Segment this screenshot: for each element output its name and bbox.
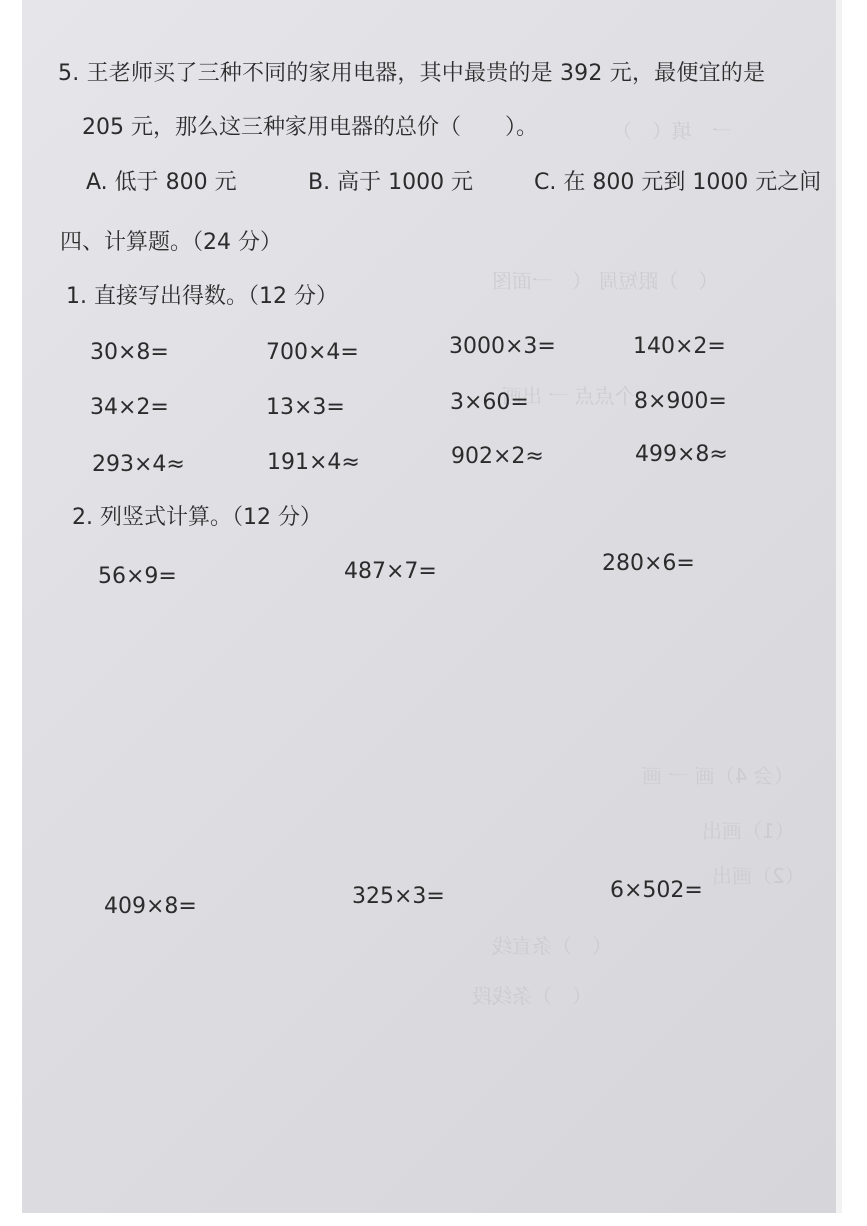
question-5-line-2: 205 元，那么这三种家用电器的总价（ ）。 [82, 115, 538, 140]
vertical-calc-item: 409×8= [104, 894, 197, 919]
oral-calc-item: 700×4= [266, 340, 359, 365]
oral-calc-item: 34×2= [90, 395, 169, 420]
oral-calc-item: 3000×3= [449, 334, 556, 359]
oral-calc-item: 8×900= [634, 389, 727, 414]
oral-calc-item: 3×60= [450, 390, 529, 415]
section-4-title: 四、计算题。（24 分） [60, 230, 282, 255]
oral-calc-item: 140×2= [633, 334, 726, 359]
page-edge [836, 0, 842, 1213]
bleed-through-mark: （ ）条直线 [492, 934, 612, 958]
oral-calc-item: 13×3= [266, 395, 345, 420]
part-1-title: 1. 直接写出得数。（12 分） [66, 284, 338, 309]
vertical-calc-item: 280×6= [602, 551, 695, 576]
option-c: C. 在 800 元到 1000 元之间 [534, 170, 822, 195]
question-5-line-1: 5. 王老师买了三种不同的家用电器，其中最贵的是 392 元，最便宜的是 [58, 61, 766, 86]
oral-calc-item: 293×4≈ [92, 452, 185, 477]
oral-calc-item: 499×8≈ [635, 442, 728, 467]
option-a: A. 低于 800 元 [86, 170, 237, 195]
bleed-through-mark: （2）画出 [712, 864, 805, 888]
oral-calc-item: 902×2≈ [451, 444, 544, 469]
bleed-through-mark: （ ）条线段 [472, 984, 592, 1008]
bleed-through-mark: （1）画出 [702, 819, 795, 843]
vertical-calc-item: 325×3= [352, 884, 445, 909]
bleed-through-mark: 一 填（ ） [612, 119, 732, 143]
part-2-title: 2. 列竖式计算。（12 分） [72, 505, 322, 530]
bleed-through-mark: （会 4）画 一 画 [642, 764, 794, 788]
vertical-calc-item: 6×502= [610, 878, 703, 903]
bleed-through-mark: 个点点 一 出画 [502, 384, 635, 408]
oral-calc-item: 30×8= [90, 340, 169, 365]
exam-page [22, 0, 842, 1213]
vertical-calc-item: 56×9= [98, 564, 177, 589]
oral-calc-item: 191×4≈ [267, 450, 360, 475]
bleed-through-mark: （ ）跟短周 （ 一面图 [492, 269, 719, 293]
vertical-calc-item: 487×7= [344, 559, 437, 584]
option-b: B. 高于 1000 元 [308, 170, 474, 195]
